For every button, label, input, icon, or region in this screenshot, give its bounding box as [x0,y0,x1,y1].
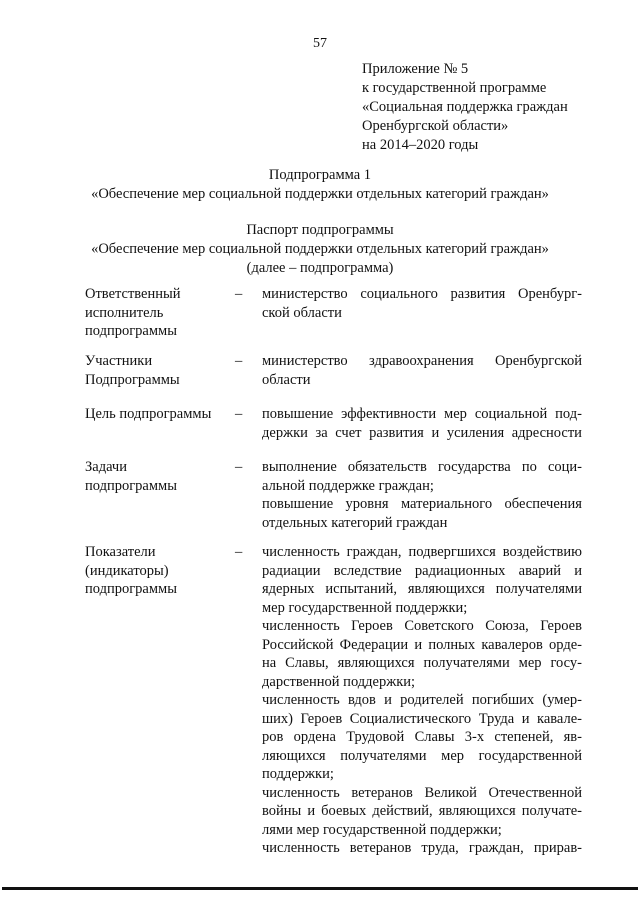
value-line: радиации вследствие радиационных аварий и [262,562,582,579]
value-line: области [262,371,311,388]
value-line: повышение уровня материального обеспечения [262,496,582,512]
row-value [262,405,582,442]
value-line: на Славы, являющихся получателями мер госу- [262,655,582,671]
row-value [262,458,582,532]
value-line: дарственной поддержки; [262,673,416,690]
dash: – [235,353,243,369]
subprogram-title: Подпрограмма 1 [268,167,372,183]
passport-title: Паспорт подпрограммы [246,222,394,238]
row-value [262,352,582,389]
value-line: численность вдов и родителей погибших (умер- [262,692,582,708]
row-value [262,285,582,322]
label-line: Задачи [85,459,127,475]
label-line: (индикаторы) [85,562,169,579]
bottom-rule [2,887,638,890]
value-line: повышение эффективности мер социальной под- [262,406,582,422]
value-line: ших) Героев Социалистического Труда и кавале- [262,710,582,727]
value-line: Российской Федерации и полных кавалеров орде- [262,636,582,653]
dash: – [235,459,243,475]
label-line: Участники [85,353,153,369]
appendix-line: Приложение № 5 [362,61,469,77]
value-line: ской области [262,304,342,321]
label-line: исполнитель [85,304,164,321]
value-line: численность ветеранов Великой Отечественной [262,784,582,801]
row-label [85,543,225,599]
value-line: численность Героев Советского Союза, Героев [262,618,582,634]
label-line: Цель подпрограммы [85,406,212,422]
label-line: подпрограммы [85,581,177,597]
appendix-line: к государственной программе [362,80,547,96]
value-line: поддержки; [262,766,334,782]
value-line: держки за счет развития и усиления адресности [262,424,582,441]
dash: – [235,286,243,302]
page-number: 57 [313,36,327,51]
label-line: Ответственный [85,286,181,302]
row-value [262,543,582,858]
subprogram-heading [0,166,640,204]
dash: – [235,406,243,422]
passport-name: «Обеспечение мер социальной поддержки отдельных категорий граждан» [91,241,549,257]
dash: – [235,544,243,560]
value-line: ядерных испытаний, являющихся получателями [262,581,582,597]
label-line: подпрограммы [85,477,177,494]
value-line: войны и боевых действий, являющихся получате- [262,803,582,819]
value-line: лями мер государственной поддержки; [262,821,502,838]
label-line: подпрограммы [85,323,177,339]
subprogram-name: «Обеспечение мер социальной поддержки отдельных категорий граждан» [91,186,549,202]
row-label [85,458,225,495]
row-label [85,405,225,424]
appendix-header [362,60,568,155]
label-line: Показатели [85,544,156,560]
value-line: министерство здравоохранения Оренбургской [262,353,582,369]
row-label [85,352,225,389]
value-line: численность граждан, подвергшихся воздействию [262,544,582,560]
value-line: ров ордена Трудовой Славы 3-х степеней, яв- [262,729,582,745]
value-line: численность ветеранов труда, граждан, прирав- [262,840,582,856]
value-line: отдельных категорий граждан [262,514,448,531]
value-line: выполнение обязательств государства по соци- [262,459,582,475]
value-line: альной поддержке граждан; [262,477,434,494]
value-line: мер государственной поддержки; [262,599,468,616]
passport-note: (далее – подпрограмма) [246,260,394,276]
label-line: Подпрограммы [85,371,180,388]
appendix-line: на 2014–2020 годы [362,137,479,153]
appendix-line: «Социальная поддержка граждан [362,99,568,115]
appendix-line: Оренбургской области» [362,118,509,134]
row-label [85,285,225,341]
value-line: министерство социального развития Оренбург- [262,286,582,302]
passport-heading [0,221,640,278]
value-line: ляющихся получателями мер государственной [262,747,582,764]
